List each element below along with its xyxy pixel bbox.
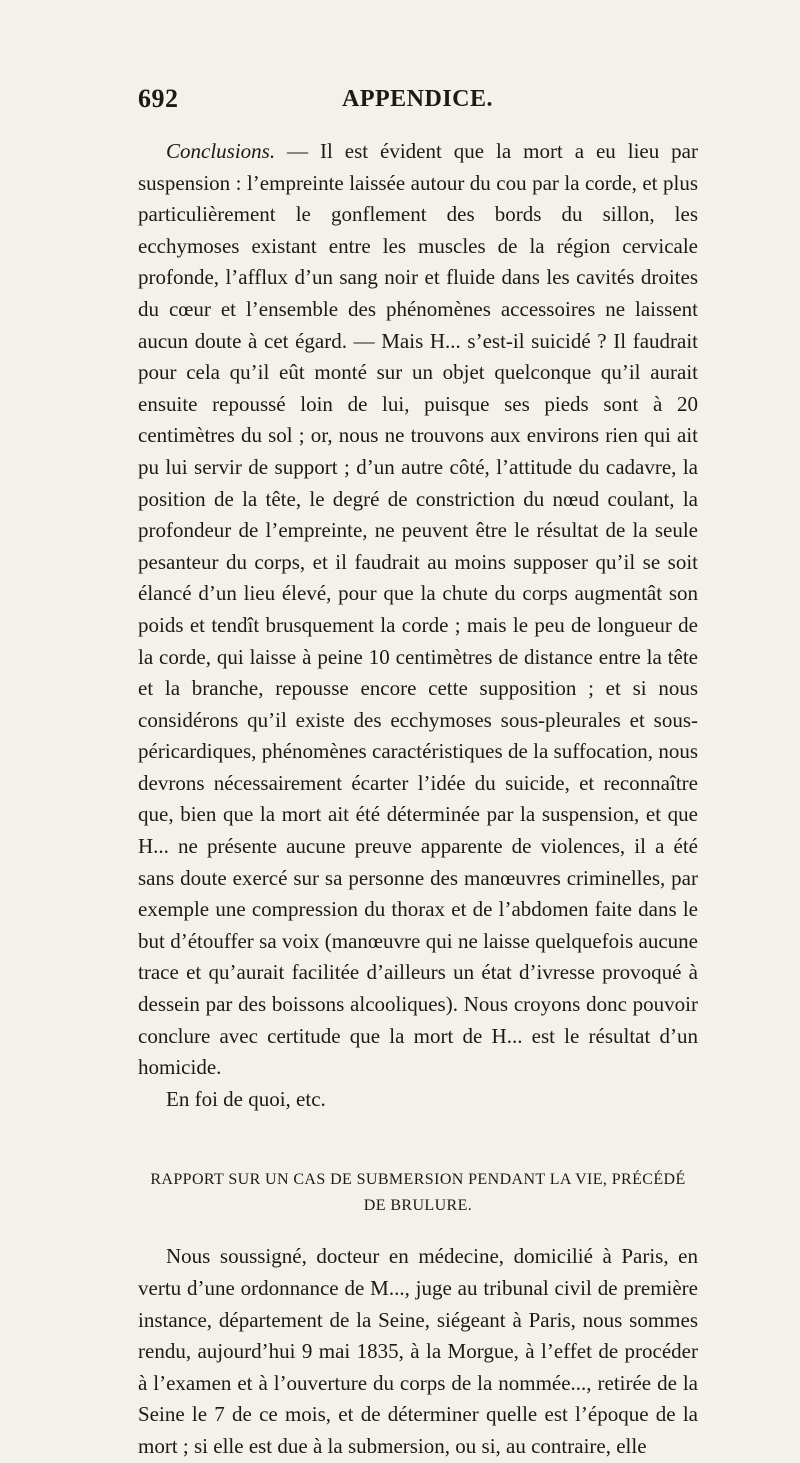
closing-formula: En foi de quoi, etc. (166, 1086, 326, 1111)
conclusions-text: — Il est évident que la mort a eu lieu par suspension : l’empreinte laissée autour du cou par la corde, et plus particulièrement le gonflement des bords du sillon, les ecchymoses existant entre les muscles de la région cervicale profonde, l’afflux d’un sang noir et fluide dans les cavités droites du cœur et l’ensemble des phénomènes accessoires ne laissent aucun doute à cet égard. — Mais H... s’est-il suicidé ? Il faudrait pour cela qu’il eût monté sur un objet quelconque qu’il aurait ensuite repoussé loin de lui, puisque ses pieds sont à 20 centimètres du sol ; or, nous ne trouvons aux environs rien qui ait pu lui servir de support ; d’un autre côté, l’attitude du cadavre, la position de la tête, le degré de constriction du nœud coulant, la profondeur de l’empreinte, ne peuvent être le résultat de la seule pesanteur du corps, et il faudrait au moins supposer qu’il se soit élancé d’un lieu élevé, pour que la chute du corps augmentât son poids et tendît brusquement la corde ; mais le peu de longueur de la corde, qui laisse à peine 10 centimètres de distance entre la tête et la branche, repousse encore cette supposition ; et si nous considérons qu’il existe des ecchymoses sous-pleurales et sous-péricardiques, phénomènes caractéristiques de la suffocation, nous devrons nécessairement écarter l’idée du suicide, et reconnaître que, bien que la mort ait été déterminée par la suspension, et que H... ne présente aucune preuve apparente de violences, il a été sans doute exercé sur sa personne des manœuvres criminelles, par exemple une compression du thorax et de l’abdomen faite dans le but d’étouffer sa voix (manœuvre qui ne laisse quelquefois aucune trace et qu’aurait facilitée d’ailleurs un état d’ivresse provoqué à dessein par des boissons alcooliques). Nous croyons donc pouvoir conclure avec certitude que la mort de H... est le résultat d’un homicide. (138, 139, 698, 1080)
body-text (138, 136, 698, 1463)
conclusions-paragraph (138, 136, 698, 1084)
running-head (138, 84, 698, 118)
page-number: 692 (138, 84, 179, 113)
conclusions-lead: Conclusions. (166, 139, 276, 163)
report-paragraph: Nous soussigné, docteur en médecine, domicilié à Paris, en vertu d’une ordonnance de M..., juge au tribunal civil de première instance, département de la Seine, siégeant à Paris, nous sommes rendu, aujourd’hui 9 mai 1835, à la Morgue, à l’effet de procéder à l’examen et à l’ouverture du corps de la nommée..., retirée de la Seine le 7 de ce mois, et de déterminer quelle est l’époque de la mort ; si elle est due à la submersion, ou si, au contraire, elle (138, 1244, 698, 1458)
running-title: APPENDICE. (342, 86, 494, 112)
section-heading: RAPPORT SUR UN CAS DE SUBMERSION PENDANT LA VIE, PRÉCÉDÉ DE BRULURE. (150, 1171, 686, 1215)
